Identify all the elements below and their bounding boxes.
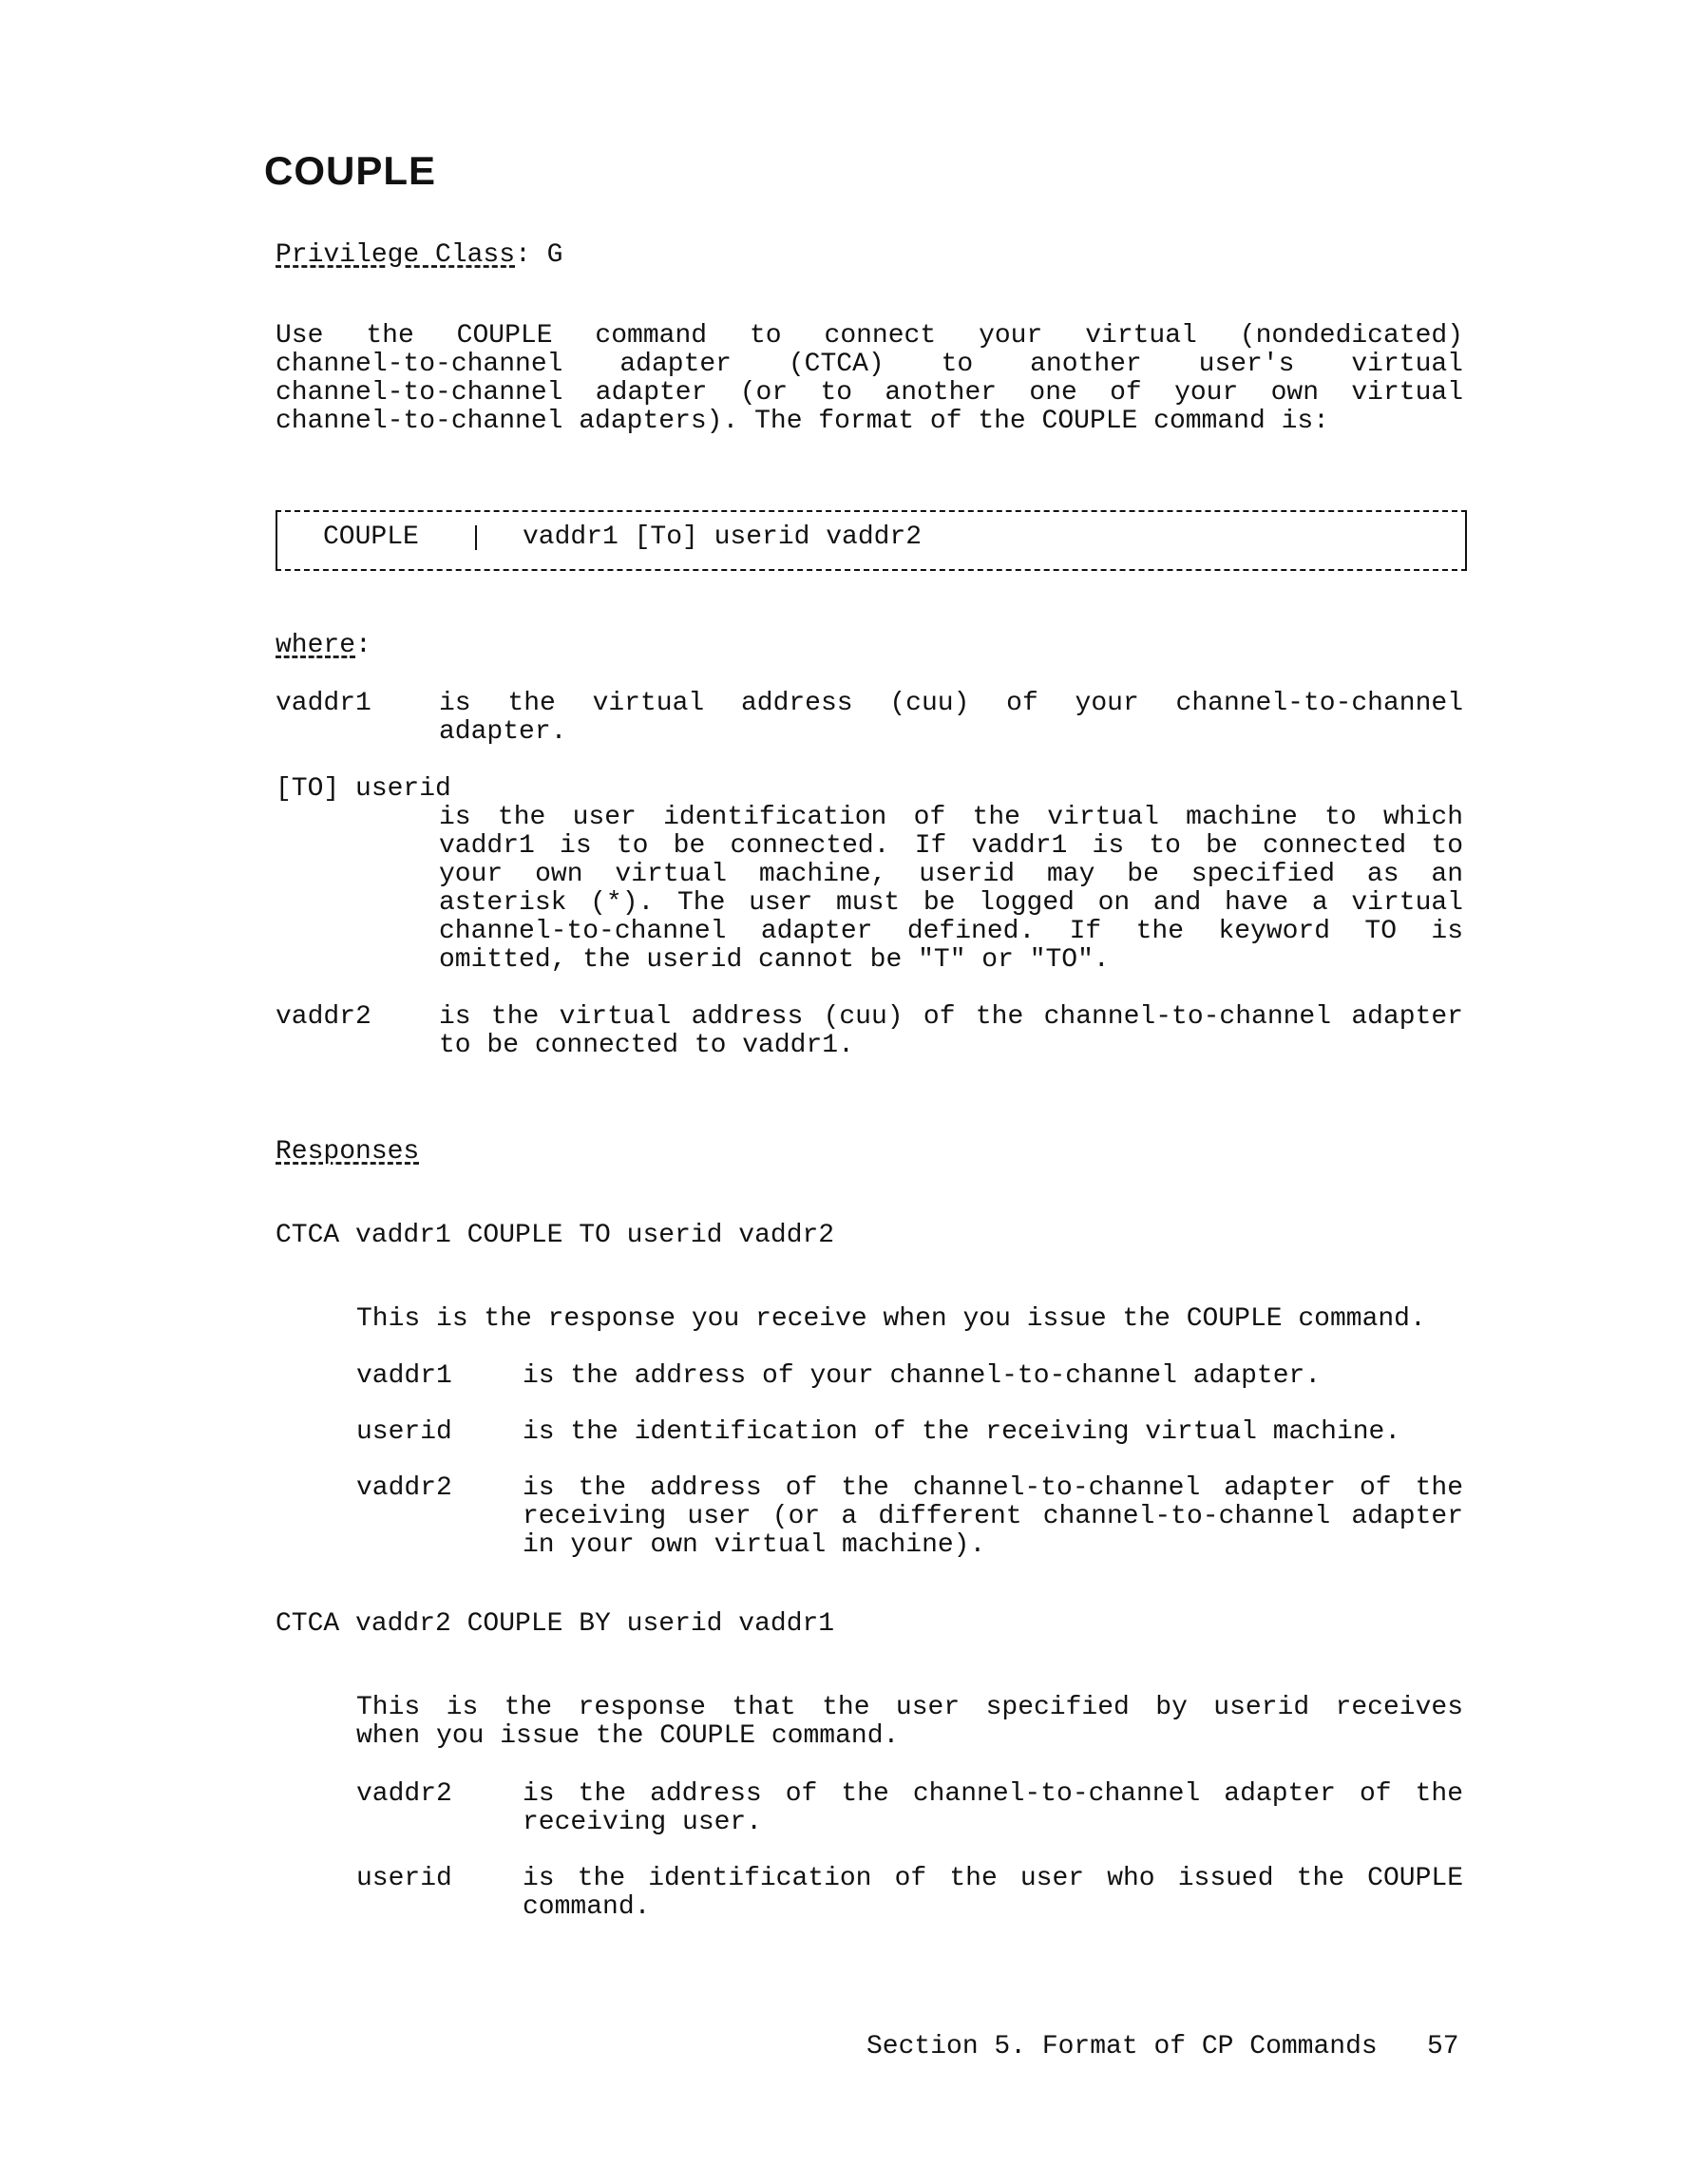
intro-last-line: channel-to-channel adapters). The format of the COUPLE command is: — [276, 407, 1329, 436]
footer-section: Section 5. Format of CP Commands — [866, 2032, 1378, 2061]
response-field-desc — [523, 1865, 1463, 1893]
response-description: This is the response you receive when you issue the COUPLE command. — [356, 1304, 1426, 1334]
intro-line: channel-to-channel adapter (or to another one of your own virtual — [276, 379, 1463, 408]
operand-desc-line: channel-to-channel adapter defined. If the keyword TO is — [439, 918, 1463, 946]
response-field-last: in your own virtual machine). — [523, 1530, 986, 1560]
syntax-command: COUPLE — [323, 522, 419, 552]
response-field-line: is the address of the channel-to-channel adapter of the — [523, 1780, 1463, 1809]
response-field-line: is the identification of the user who issued the COUPLE — [523, 1865, 1463, 1893]
response-field-line: is the address of the channel-to-channel adapter of the — [523, 1474, 1463, 1503]
operand-term-userid: [TO] userid — [276, 774, 451, 804]
response-description — [356, 1694, 1463, 1722]
response-message: CTCA vaddr1 COUPLE TO userid vaddr2 — [276, 1221, 835, 1250]
operand-desc-line: is the virtual address (cuu) of your channel-to-channel — [439, 690, 1463, 718]
response-field-line: receiving user (or a different channel-to-channel adapter — [523, 1503, 1463, 1531]
response-message: CTCA vaddr2 COUPLE BY userid vaddr1 — [276, 1609, 835, 1639]
intro-line: channel-to-channel adapter (CTCA) to another user's virtual — [276, 351, 1463, 379]
operand-desc-line: vaddr1 is to be connected. If vaddr1 is to be connected to — [439, 832, 1463, 861]
where-heading — [276, 632, 371, 660]
operand-desc-last: omitted, the userid cannot be "T" or "TO". — [439, 945, 1110, 975]
page-title: COUPLE — [264, 148, 437, 193]
operand-desc-line: asterisk (*). The user must be logged on and have a virtual — [439, 889, 1463, 918]
operand-desc-line: is the user identification of the virtual machine to which — [439, 804, 1463, 832]
privilege-label: Privilege Class — [276, 240, 516, 270]
intro-paragraph — [276, 322, 1463, 408]
operand-term-vaddr2: vaddr2 — [276, 1002, 371, 1032]
operand-desc-vaddr1 — [439, 690, 1463, 718]
response-field-last: command. — [523, 1892, 651, 1922]
where-colon: : — [355, 631, 371, 660]
responses-heading: Responses — [276, 1137, 420, 1167]
response-field-term: userid — [356, 1417, 452, 1447]
response-field-term: vaddr1 — [356, 1361, 452, 1391]
syntax-box — [276, 510, 1467, 571]
response-field-desc: is the address of your channel-to-channel adapter. — [523, 1361, 1322, 1391]
intro-line: Use the COUPLE command to connect your virtual (nondedicated) — [276, 322, 1463, 351]
response-field-term: userid — [356, 1864, 452, 1893]
response-desc-line: This is the response that the user specified by userid receives — [356, 1694, 1463, 1722]
operand-desc-line: is the virtual address (cuu) of the channel-to-channel adapter — [439, 1003, 1463, 1032]
operand-desc-last: to be connected to vaddr1. — [439, 1031, 854, 1060]
operand-desc-line: your own virtual machine, userid may be specified as an — [439, 861, 1463, 889]
response-description-last: when you issue the COUPLE command. — [356, 1721, 900, 1751]
operand-desc-userid — [439, 804, 1463, 946]
response-field-term: vaddr2 — [356, 1779, 452, 1809]
response-field-desc — [523, 1474, 1463, 1531]
response-field-desc: is the identification of the receiving virtual machine. — [523, 1417, 1401, 1447]
syntax-operands: vaddr1 [To] userid vaddr2 — [523, 522, 923, 552]
page-number: 57 — [1427, 2032, 1459, 2061]
syntax-separator — [475, 525, 477, 550]
operand-term-vaddr1: vaddr1 — [276, 689, 371, 718]
operand-desc-vaddr2 — [439, 1003, 1463, 1032]
response-field-term: vaddr2 — [356, 1473, 452, 1503]
privilege-value: : G — [515, 240, 563, 270]
where-label: where — [276, 631, 356, 660]
privilege-class — [276, 241, 562, 270]
operand-desc-last: adapter. — [439, 717, 567, 747]
response-field-desc — [523, 1780, 1463, 1809]
response-field-last: receiving user. — [523, 1808, 763, 1837]
